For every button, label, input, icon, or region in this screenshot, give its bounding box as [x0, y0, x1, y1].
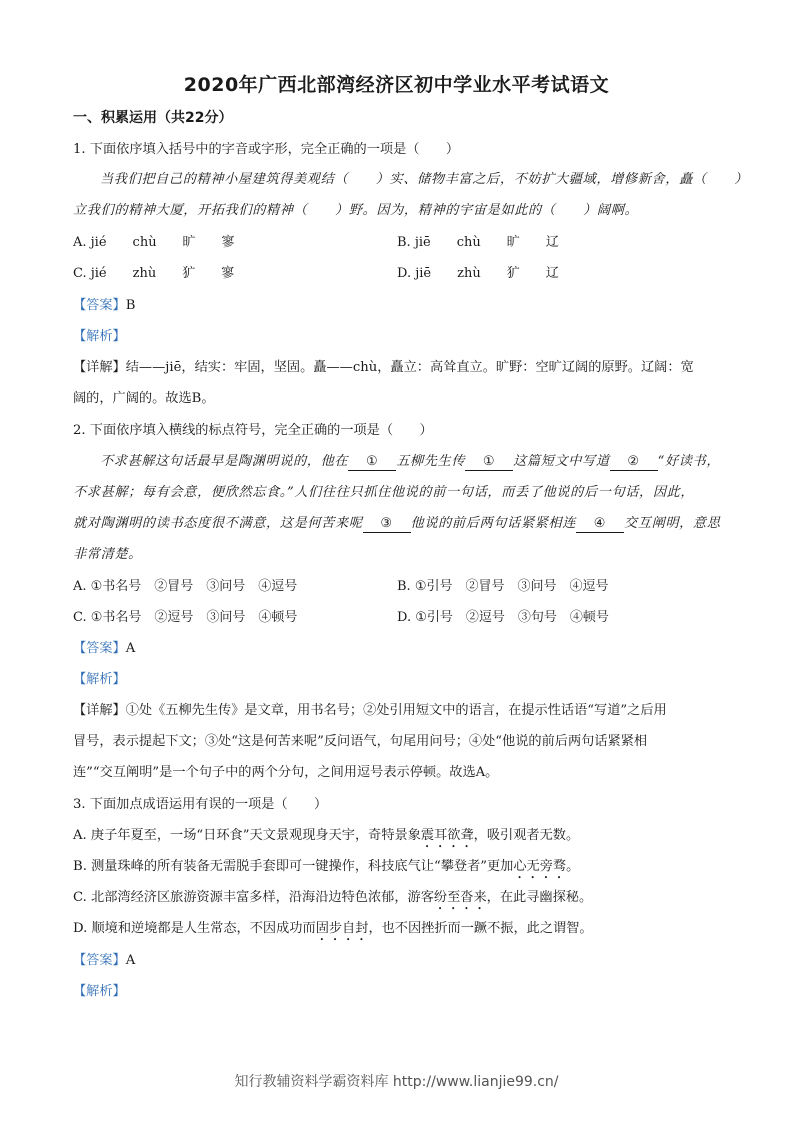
option-text: 。 — [566, 859, 580, 874]
dotted-idiom: 固步自封 — [315, 921, 369, 936]
q3-option-c — [73, 888, 723, 913]
detail-text: 结——jiē，结实：牢固，坚固。矗——chù，矗立：高耸直立。旷野：空旷辽阔的原野。辽阔：宽 — [125, 360, 694, 375]
passage-text: 他说的前后两句话紧紧相连 — [410, 516, 576, 531]
dotted-idiom: 震耳欲聋 — [420, 828, 474, 843]
page-title: 2020年广西北部湾经济区初中学业水平考试语文 — [183, 74, 610, 96]
q3-stem: 3. 下面加点成语运用有误的一项是（ ） — [73, 797, 328, 812]
q1-answer — [73, 296, 723, 316]
detail-tag: 【详解】 — [73, 703, 126, 718]
option-text: C. 北部湾经济区旅游资源丰富多样，沿海沿边特色浓郁，游客 — [73, 890, 434, 905]
blank-2: ② — [610, 454, 658, 471]
detail-text: ①处《五柳先生传》是文章，用书名号；②处引用短文中的语言，在提示性话语“写道”之后用 — [125, 703, 667, 718]
q1-detail-line-1 — [73, 358, 723, 378]
footer-watermark: 知行教辅资料学霸资料库 http://www.lianjie99.cn/ — [234, 1074, 559, 1090]
answer-value: B — [125, 298, 136, 313]
option-text: ，也不因挫折而一蹶不振，此之谓智。 — [368, 921, 593, 936]
option-text: D. 顺境和逆境都是人生常态，不因成功而 — [73, 921, 316, 936]
blank-1b: ① — [465, 454, 513, 471]
q1-option-b: B. jiē chù 旷 辽 — [397, 235, 559, 250]
passage-text: 交互阐明，意思 — [624, 516, 721, 531]
q1-detail-line-2: 阔的，广阔的。故选B。 — [73, 391, 215, 406]
option-text: ，吸引观者无数。 — [473, 828, 580, 843]
q1-passage-line-1: 当我们把自己的精神小屋建筑得美观结（ ）实、储物丰富之后，不妨扩大疆域，增修新舍，矗（ ） — [100, 172, 749, 187]
q3-answer — [73, 951, 723, 971]
q2-analysis-tag: 【解析】 — [73, 672, 126, 687]
q1-passage-line-2: 立我们的精神大厦，开拓我们的精神（ ）野。因为，精神的宇宙是如此的（ ）阔啊。 — [73, 203, 639, 218]
q3-option-d — [73, 919, 723, 944]
q1-option-d: D. jiē zhù 犷 辽 — [397, 266, 559, 281]
passage-text: 不求甚解这句话最早是陶渊明说的，他在 — [100, 454, 349, 469]
answer-tag: 【答案】 — [73, 641, 126, 656]
passage-text: 这篇短文中写道 — [513, 454, 610, 469]
detail-tag: 【详解】 — [73, 360, 126, 375]
section-heading: 一、积累运用（共22分） — [73, 110, 233, 126]
blank-4: ④ — [576, 516, 624, 533]
q2-option-b: B. ①引号 ②冒号 ③问号 ④逗号 — [397, 579, 609, 594]
q3-analysis-tag: 【解析】 — [73, 984, 126, 999]
q2-passage-line-4: 非常清楚。 — [73, 547, 142, 562]
q2-passage-line-1 — [100, 452, 723, 472]
passage-text: 五柳先生传 — [396, 454, 466, 469]
blank-3: ③ — [363, 516, 411, 533]
q2-passage-line-2: 不求甚解；每有会意，便欣然忘食。”人们往往只抓住他说的前一句话，而丢了他说的后一句话，因此， — [73, 485, 695, 500]
answer-tag: 【答案】 — [73, 953, 126, 968]
q1-option-a: A. jié chù 旷 寥 — [73, 235, 235, 250]
option-text: ，在此寻幽探秘。 — [486, 890, 593, 905]
q2-answer — [73, 639, 723, 659]
q3-option-a — [73, 826, 723, 851]
q2-passage-line-3 — [73, 514, 723, 534]
passage-text: 就对陶渊明的读书态度很不满意，这是何苦来呢 — [73, 516, 363, 531]
option-text: B. 测量珠峰的所有装备无需脱手套即可一键操作，科技底气让“攀登者”更加 — [73, 859, 514, 874]
q1-option-c: C. jié zhù 犷 寥 — [73, 266, 235, 281]
blank-1: ① — [348, 454, 396, 471]
q2-option-d: D. ①引号 ②逗号 ③句号 ④顿号 — [397, 610, 609, 625]
q1-stem: 1. 下面依序填入括号中的字音或字形，完全正确的一项是（ ） — [73, 142, 460, 157]
answer-value: A — [125, 953, 136, 968]
dotted-idiom: 纷至沓来 — [433, 890, 487, 905]
answer-tag: 【答案】 — [73, 298, 126, 313]
q1-analysis-tag: 【解析】 — [73, 329, 126, 344]
dotted-idiom: 心无旁骛 — [513, 859, 567, 874]
q2-detail-line-2: 冒号，表示提起下文；③处“这是何苦来呢”反问语气，句尾用问号；④处“他说的前后两句话紧紧相 — [73, 734, 648, 749]
q2-detail-line-1 — [73, 701, 723, 721]
passage-text: “好读书， — [657, 454, 721, 469]
option-text: A. 庚子年夏至，一场“日环食”天文景观现身天宇，奇特景象 — [73, 828, 421, 843]
q3-option-b — [73, 857, 723, 882]
q2-option-a: A. ①书名号 ②冒号 ③问号 ④逗号 — [73, 579, 298, 594]
q2-detail-line-3: 连”“交互阐明”是一个句子中的两个分句，之间用逗号表示停顿。故选A。 — [73, 765, 499, 780]
q2-stem: 2. 下面依序填入横线的标点符号，完全正确的一项是（ ） — [73, 423, 433, 438]
q2-option-c: C. ①书名号 ②逗号 ③问号 ④顿号 — [73, 610, 298, 625]
answer-value: A — [125, 641, 136, 656]
